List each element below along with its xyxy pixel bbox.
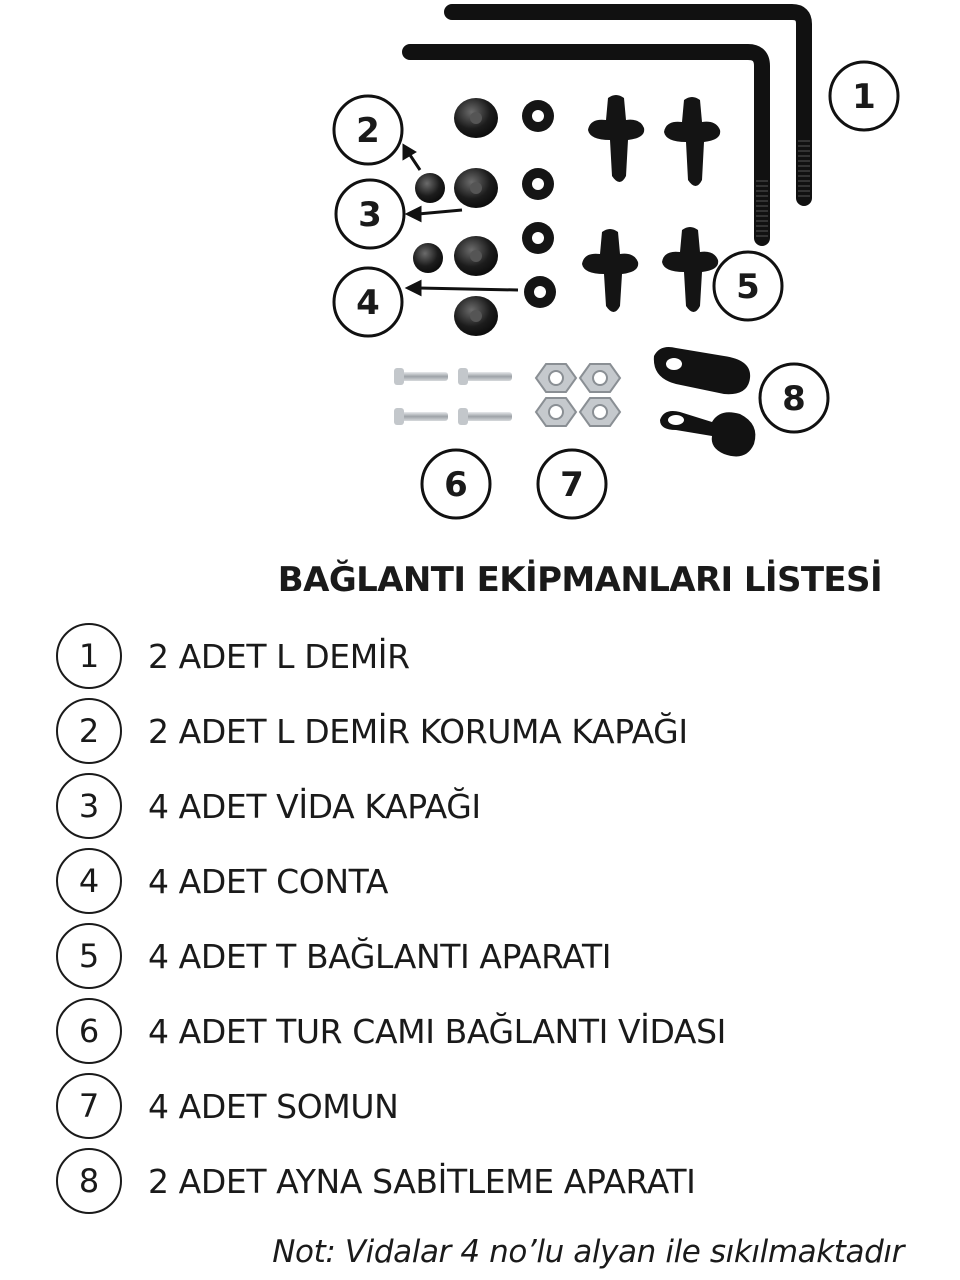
callout-arrows <box>404 146 518 294</box>
nuts <box>536 364 620 426</box>
svg-text:3: 3 <box>358 195 382 235</box>
caps-and-washers <box>413 98 556 336</box>
item-number: 6 <box>56 998 122 1064</box>
item-number: 1 <box>56 623 122 689</box>
item-number: 8 <box>56 1148 122 1214</box>
item-label: 2 ADET L DEMİR KORUMA KAPAĞI <box>148 711 688 751</box>
list-item <box>56 995 726 1067</box>
callout-7 <box>538 450 606 518</box>
item-label: 4 ADET VİDA KAPAĞI <box>148 786 481 826</box>
callout-8 <box>760 364 828 432</box>
list-title: BAĞLANTI EKİPMANLARI LİSTESİ <box>277 560 882 600</box>
item-label: 4 ADET TUR CAMI BAĞLANTI VİDASI <box>148 1011 726 1051</box>
item-label: 2 ADET L DEMİR <box>148 636 410 676</box>
item-number: 5 <box>56 923 122 989</box>
item-label: 4 ADET SOMUN <box>148 1086 399 1126</box>
item-number: 4 <box>56 848 122 914</box>
item-label: 4 ADET T BAĞLANTI APARATI <box>148 936 612 976</box>
callout-1 <box>830 62 898 130</box>
screws <box>394 368 512 425</box>
list-item <box>56 770 481 842</box>
list-item <box>56 620 410 692</box>
list-item <box>56 695 688 767</box>
list-item <box>56 845 388 917</box>
mirror-brackets <box>654 347 756 456</box>
svg-text:2: 2 <box>356 111 380 151</box>
svg-text:8: 8 <box>782 379 806 419</box>
t-connectors <box>582 95 720 312</box>
callout-5 <box>714 252 782 320</box>
svg-text:1: 1 <box>852 77 876 117</box>
item-label: 4 ADET CONTA <box>148 861 389 901</box>
list-item <box>56 920 611 992</box>
item-label: 2 ADET AYNA SABİTLEME APARATI <box>148 1161 696 1201</box>
item-number: 2 <box>56 698 122 764</box>
list-item <box>56 1070 398 1142</box>
footnote: Not: Vidalar 4 no’lu alyan ile sıkılmaktadır <box>272 1234 904 1270</box>
svg-text:5: 5 <box>736 267 760 307</box>
callout-3 <box>336 180 404 248</box>
svg-text:7: 7 <box>560 465 584 505</box>
item-number: 3 <box>56 773 122 839</box>
svg-text:6: 6 <box>444 465 468 505</box>
callout-2 <box>334 96 402 164</box>
item-number: 7 <box>56 1073 122 1139</box>
svg-text:4: 4 <box>356 283 380 323</box>
callout-6 <box>422 450 490 518</box>
parts-photo <box>0 0 960 545</box>
list-item <box>56 1145 695 1217</box>
callout-4 <box>334 268 402 336</box>
